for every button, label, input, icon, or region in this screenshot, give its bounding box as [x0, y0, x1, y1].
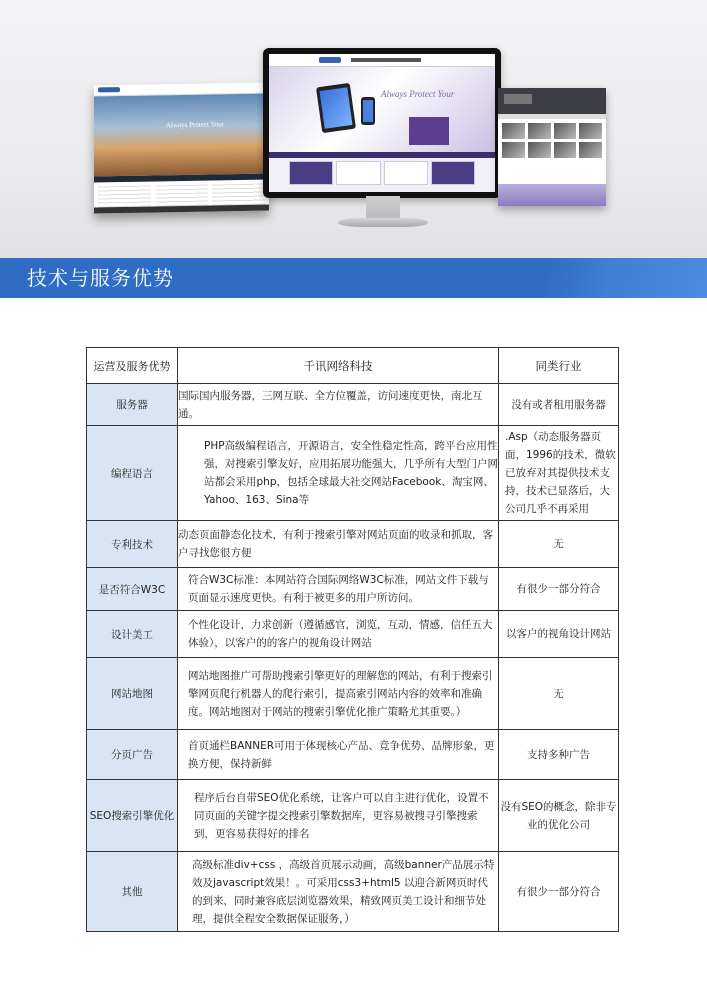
section-header-band — [0, 258, 707, 298]
row-others: 有很少一部分符合 — [499, 568, 619, 611]
preview-logo — [98, 87, 120, 92]
purple-banner — [269, 67, 495, 152]
header-industry: 同类行业 — [499, 348, 619, 384]
row-others: 无 — [499, 521, 619, 568]
monitor-tagline: Always Protect Your — [381, 89, 455, 99]
row-others: 没有SEO的概念，除非专业的优化公司 — [499, 780, 619, 852]
table-row — [87, 780, 619, 852]
tablet-image — [316, 83, 356, 133]
row-label: 专利技术 — [87, 521, 178, 568]
row-others: 无 — [499, 658, 619, 730]
row-label: SEO搜索引擎优化 — [87, 780, 178, 852]
preview-logo — [319, 57, 341, 63]
row-others: 没有或者租用服务器 — [499, 384, 619, 426]
preview-tagline: Always Protect Your — [166, 120, 225, 130]
row-ours: 个性化设计，力求创新（遵循感官，浏览，互动，情感，信任五大体验），以客户的的客户的视角设计网站 — [178, 611, 499, 658]
row-label: 编程语言 — [87, 426, 178, 521]
table-row — [87, 611, 619, 658]
table-row — [87, 568, 619, 611]
row-ours: 首页通栏BANNER可用于体现核心产品、竞争优势、品牌形象，更换方便，保持新鲜 — [178, 730, 499, 780]
row-others: 支持多种广告 — [499, 730, 619, 780]
table-row — [87, 730, 619, 780]
row-others: 以客户的视角设计网站 — [499, 611, 619, 658]
header-category: 运营及服务优势 — [87, 348, 178, 384]
row-label: 其他 — [87, 852, 178, 932]
phone-image — [361, 97, 375, 125]
section-title: 技术与服务优势 — [27, 266, 174, 290]
row-label: 网站地图 — [87, 658, 178, 730]
desert-banner — [94, 93, 269, 176]
table-header-row — [87, 348, 619, 384]
monitor-site-preview — [263, 48, 501, 198]
row-ours: 网站地图推广可帮助搜索引擎更好的理解您的网站，有利于搜索引擎网页爬行机器人的爬行索引，提高索引网站内容的效率和准确度。网站地图对于网站的搜索引擎优化推广策略尤其重要。） — [178, 658, 499, 730]
row-ours: 程序后台自带SEO优化系统，让客户可以自主进行优化，设置不同页面的关键字提交搜索引擎数据库，更容易被搜寻引擎搜索到，更容易获得好的排名 — [178, 780, 499, 852]
header-ours: 千讯网络科技 — [178, 348, 499, 384]
table-row — [87, 426, 619, 521]
row-label: 服务器 — [87, 384, 178, 426]
row-ours: 国际国内服务器，三网互联、全方位覆盖，访问速度更快，南北互通。 — [178, 384, 499, 426]
row-label: 分页广告 — [87, 730, 178, 780]
row-ours: 动态页面静态化技术，有利于搜索引擎对网站页面的收录和抓取，客户寻找您很方便 — [178, 521, 499, 568]
tablet-site-preview — [498, 88, 606, 206]
table-row — [87, 521, 619, 568]
table-row — [87, 852, 619, 932]
row-label: 是否符合W3C — [87, 568, 178, 611]
table-row — [87, 658, 619, 730]
table-row — [87, 384, 619, 426]
row-ours: PHP高级编程语言，开源语言，安全性稳定性高，跨平台应用性强，对搜索引擎友好，应用拓展功能强大，几乎所有大型门户网站都会采用php，包括全球最大社交网站Facebook、淘宝网、Yahoo、163、Sina等 — [178, 426, 499, 521]
laptop-site-preview — [94, 82, 269, 213]
comparison-table — [86, 347, 619, 932]
row-others: .Asp（动态服务器页面，1996的技术，微软已放弃对其提供技术支持，技术已显落后，大公司几乎不再采用 — [499, 426, 619, 521]
row-label: 设计美工 — [87, 611, 178, 658]
row-others: 有很少一部分符合 — [499, 852, 619, 932]
row-ours: 符合W3C标准：本网站符合国际网络W3C标准，网站文件下载与页面显示速度更快。有利于被更多的用户所访问。 — [178, 568, 499, 611]
row-ours: 高级标准div+css ，高级首页展示动画，高级banner产品展示特效及javascript效果！。可采用css3+html5 以迎合新网页时代的到来，同时兼容底层浏览器效果，精致网页美工设计和细节处理，提供全程安全数据保证服务，） — [178, 852, 499, 932]
hero-banner — [0, 0, 707, 258]
monitor-base — [338, 218, 428, 227]
